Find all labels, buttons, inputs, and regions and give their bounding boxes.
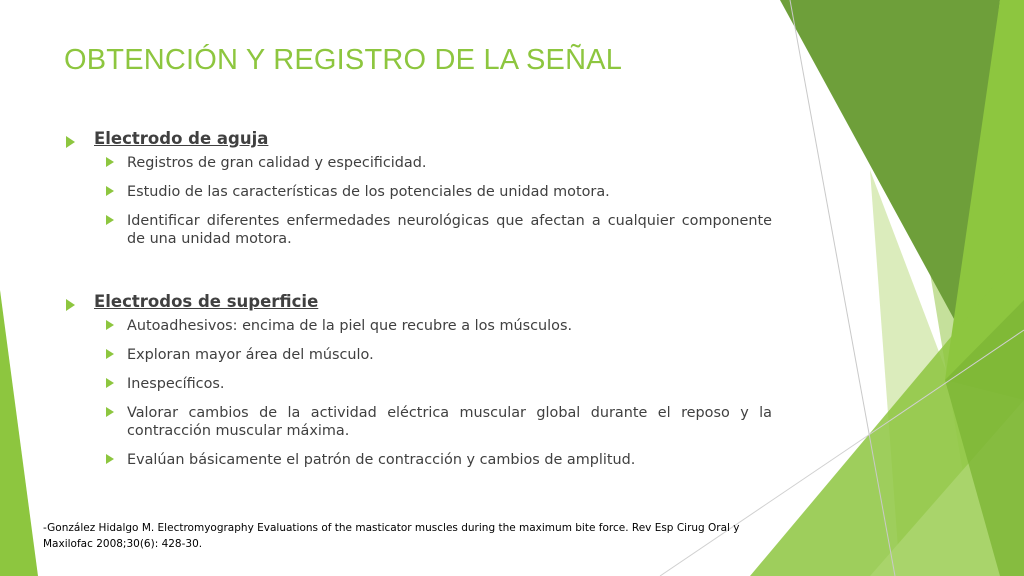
bullet-arrow-icon bbox=[106, 320, 114, 330]
section-heading-needle bbox=[64, 129, 772, 148]
list-item-text: Registros de gran calidad y especificidad. bbox=[127, 155, 427, 171]
list-item bbox=[64, 451, 772, 469]
list-item-text: Estudio de las características de los potenciales de unidad motora. bbox=[127, 184, 610, 200]
list-item-text: Evalúan básicamente el patrón de contracción y cambios de amplitud. bbox=[127, 452, 636, 468]
bullet-arrow-icon bbox=[106, 186, 114, 196]
list-item bbox=[64, 404, 772, 440]
bullet-arrow-icon bbox=[106, 349, 114, 359]
list-item-text: Identificar diferentes enfermedades neurológicas que afectan a cualquier componente de una unidad motora. bbox=[127, 213, 772, 247]
left-green-strip bbox=[0, 290, 38, 576]
bullet-arrow-icon bbox=[106, 407, 114, 417]
section-heading-text: Electrodos de superficie bbox=[94, 292, 319, 311]
bullet-arrow-icon bbox=[106, 215, 114, 225]
list-item-text: Valorar cambios de la actividad eléctrica muscular global durante el reposo y la contracción muscular máxima. bbox=[127, 405, 772, 439]
list-item-text: Inespecíficos. bbox=[127, 376, 225, 392]
bullet-arrow-icon bbox=[106, 454, 114, 464]
list-item bbox=[64, 154, 772, 172]
section-heading-text: Electrodo de aguja bbox=[94, 129, 269, 148]
list-item bbox=[64, 317, 772, 335]
list-item-text: Autoadhesivos: encima de la piel que recubre a los músculos. bbox=[127, 318, 573, 334]
slide-content bbox=[64, 126, 772, 480]
list-item bbox=[64, 375, 772, 393]
bullet-arrow-icon bbox=[106, 378, 114, 388]
section-heading-surface bbox=[64, 292, 772, 311]
list-item bbox=[64, 346, 772, 364]
bullet-arrow-icon bbox=[66, 299, 75, 311]
bullet-arrow-icon bbox=[106, 157, 114, 167]
reference-citation: -González Hidalgo M. Electromyography Evaluations of the masticator muscles during the maximum bite force. Rev Esp Cirug Oral y Maxilofac 2008;30(6): 428-30. bbox=[43, 522, 740, 550]
slide-title: OBTENCIÓN Y REGISTRO DE LA SEÑAL bbox=[64, 44, 623, 76]
section-spacer bbox=[64, 259, 772, 289]
list-item-text: Exploran mayor área del músculo. bbox=[127, 347, 374, 363]
list-item bbox=[64, 183, 772, 201]
list-item bbox=[64, 212, 772, 248]
bullet-arrow-icon bbox=[66, 136, 75, 148]
